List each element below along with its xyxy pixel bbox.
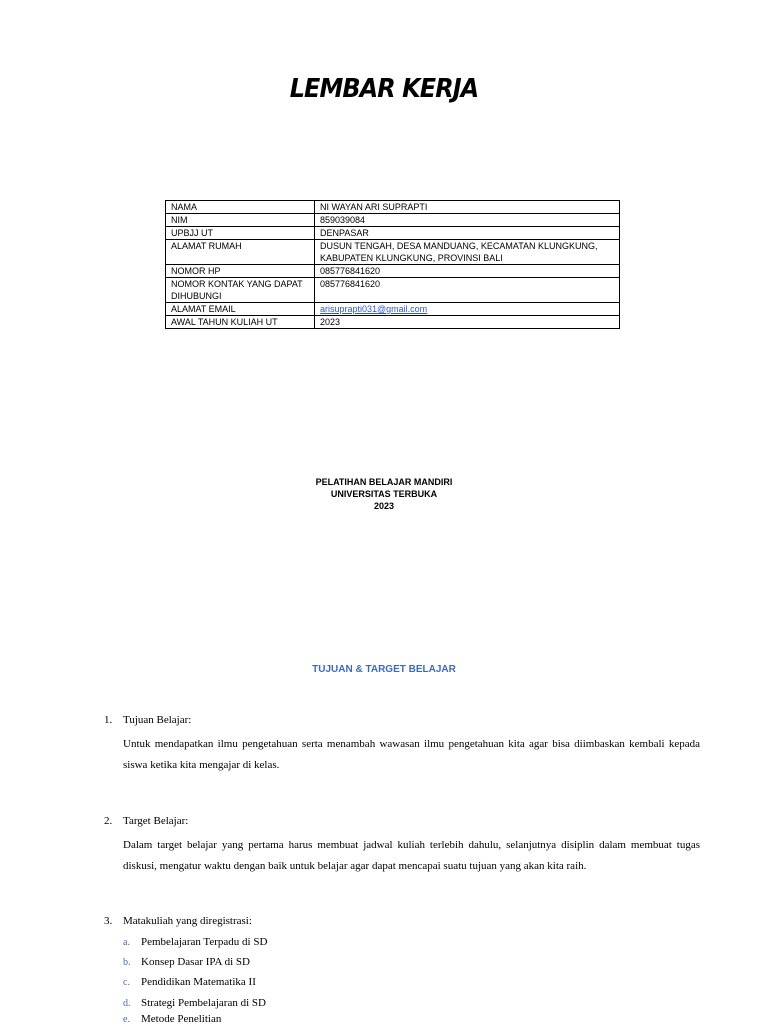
info-value-nomor-hp: 085776841620 xyxy=(315,265,620,278)
item-number: 3. xyxy=(104,915,113,927)
course-name: Strategi Pembelajaran di SD xyxy=(141,997,266,1009)
email-link[interactable]: arisuprapti031@gmail.com xyxy=(320,304,428,314)
program-line-2: UNIVERSITAS TERBUKA xyxy=(330,489,438,499)
item-heading: Tujuan Belajar: xyxy=(123,714,192,726)
program-heading xyxy=(0,476,768,512)
table-row xyxy=(166,278,620,303)
table-row xyxy=(166,227,620,240)
course-item xyxy=(123,956,250,968)
student-info-table xyxy=(165,200,620,329)
table-row xyxy=(166,265,620,278)
course-letter: a. xyxy=(123,937,130,948)
item-heading: Matakuliah yang diregistrasi: xyxy=(123,915,252,927)
program-line-3: 2023 xyxy=(373,501,395,511)
course-item xyxy=(123,936,267,948)
course-letter: c. xyxy=(123,977,130,988)
course-item xyxy=(123,976,256,988)
info-label-nomor-hp: NOMOR HP xyxy=(166,265,315,278)
info-value-nomor-kontak: 085776841620 xyxy=(315,278,620,303)
course-letter: b. xyxy=(123,957,131,968)
info-value-email-cell xyxy=(315,303,620,316)
course-name: Konsep Dasar IPA di SD xyxy=(141,956,250,968)
course-item xyxy=(123,997,266,1009)
info-label-awal-tahun: AWAL TAHUN KULIAH UT xyxy=(166,316,315,329)
table-row xyxy=(166,316,620,329)
item-body: Untuk mendapatkan ilmu pengetahuan serta menambah wawasan ilmu pengetahuan kita agar bisa diimbaskan kembali kepada siswa ketika kita mengajar di kelas. xyxy=(123,738,700,771)
item-body: Dalam target belajar yang pertama harus membuat jadwal kuliah terlebih dahulu, selanjutnya disiplin dalam membuat tugas diskusi, mengatur waktu dengan baik untuk belajar agar dapat mencapai suatu tujuan yang akan kita raih. xyxy=(123,839,700,872)
info-value-nim: 859039084 xyxy=(315,214,620,227)
info-label-upbjj: UPBJJ UT xyxy=(166,227,315,240)
table-row xyxy=(166,201,620,214)
info-label-alamat-rumah: ALAMAT RUMAH xyxy=(166,240,315,265)
info-label-nomor-kontak: NOMOR KONTAK YANG DAPAT DIHUBUNGI xyxy=(166,278,315,303)
program-line-1: PELATIHAN BELAJAR MANDIRI xyxy=(315,477,453,487)
item-number: 1. xyxy=(104,714,113,726)
course-name: Metode Penelitian xyxy=(141,1013,222,1025)
info-label-nim: NIM xyxy=(166,214,315,227)
info-value-nama: NI WAYAN ARI SUPRAPTI xyxy=(315,201,620,214)
info-label-nama: NAMA xyxy=(166,201,315,214)
course-letter: d. xyxy=(123,998,131,1009)
info-value-upbjj: DENPASAR xyxy=(315,227,620,240)
section-title: TUJUAN & TARGET BELAJAR xyxy=(312,664,456,675)
course-name: Pembelajaran Terpadu di SD xyxy=(141,936,268,948)
item-number: 2. xyxy=(104,815,113,827)
table-row xyxy=(166,240,620,265)
item-heading: Target Belajar: xyxy=(123,815,189,827)
info-value-alamat-rumah: DUSUN TENGAH, DESA MANDUANG, KECAMATAN KLUNGKUNG, KABUPATEN KLUNGKUNG, PROVINSI BALI xyxy=(315,240,620,265)
table-row xyxy=(166,303,620,316)
course-item xyxy=(123,1013,221,1025)
course-name: Pendidikan Matematika II xyxy=(141,976,256,988)
document-title: LEMBAR KERJA xyxy=(289,74,479,104)
info-value-awal-tahun: 2023 xyxy=(315,316,620,329)
course-letter: e. xyxy=(123,1014,130,1025)
info-label-email: ALAMAT EMAIL xyxy=(166,303,315,316)
table-row xyxy=(166,214,620,227)
